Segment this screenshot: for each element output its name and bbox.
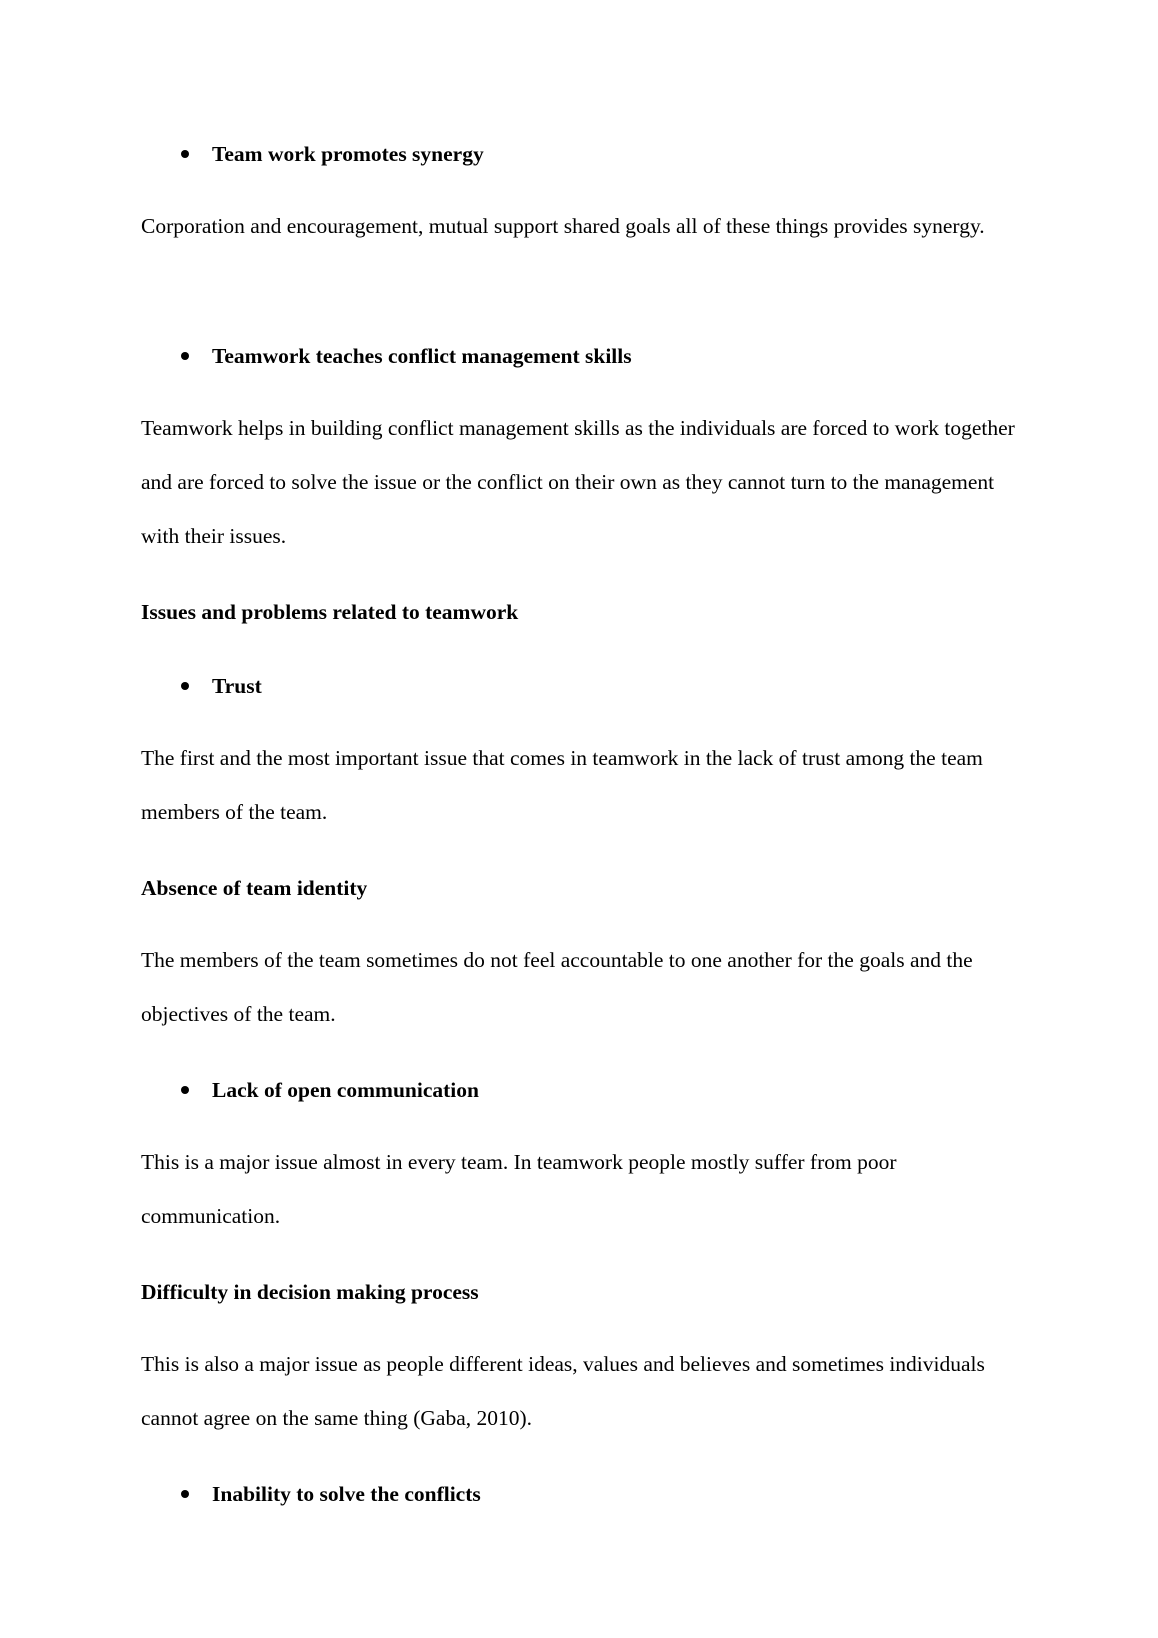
- bullet-heading: Lack of open communication: [212, 1078, 479, 1102]
- bullet-dot-icon: [181, 1086, 189, 1094]
- paragraph: This is a major issue almost in every team. In teamwork people mostly suffer from poor communication.: [141, 1150, 897, 1228]
- bullet-dot-icon: [181, 682, 189, 690]
- paragraph: The members of the team sometimes do not feel accountable to one another for the goals and the objectives of the team.: [141, 948, 973, 1026]
- bullet-heading: Trust: [212, 674, 262, 698]
- paragraph: The first and the most important issue that comes in teamwork in the lack of trust among the team members of the team.: [141, 746, 983, 824]
- bullet-dot-icon: [181, 1490, 189, 1498]
- bullet-heading: Team work promotes synergy: [212, 142, 484, 166]
- bullet-dot-icon: [181, 150, 189, 158]
- bullet-dot-icon: [181, 352, 189, 360]
- paragraph: Corporation and encouragement, mutual support shared goals all of these things provides synergy.: [141, 214, 985, 238]
- section-heading: Absence of team identity: [141, 876, 368, 900]
- paragraph: Teamwork helps in building conflict management skills as the individuals are forced to work together and are forced to solve the issue or the conflict on their own as they cannot turn to the management with their issues.: [141, 416, 1015, 548]
- section-heading: Issues and problems related to teamwork: [141, 600, 519, 624]
- section-heading: Difficulty in decision making process: [141, 1280, 479, 1304]
- bullet-heading: Teamwork teaches conflict management skills: [212, 344, 632, 368]
- paragraph: This is also a major issue as people different ideas, values and believes and sometimes individuals cannot agree on the same thing (Gaba, 2010).: [141, 1352, 985, 1430]
- bullet-heading: Inability to solve the conflicts: [212, 1482, 481, 1506]
